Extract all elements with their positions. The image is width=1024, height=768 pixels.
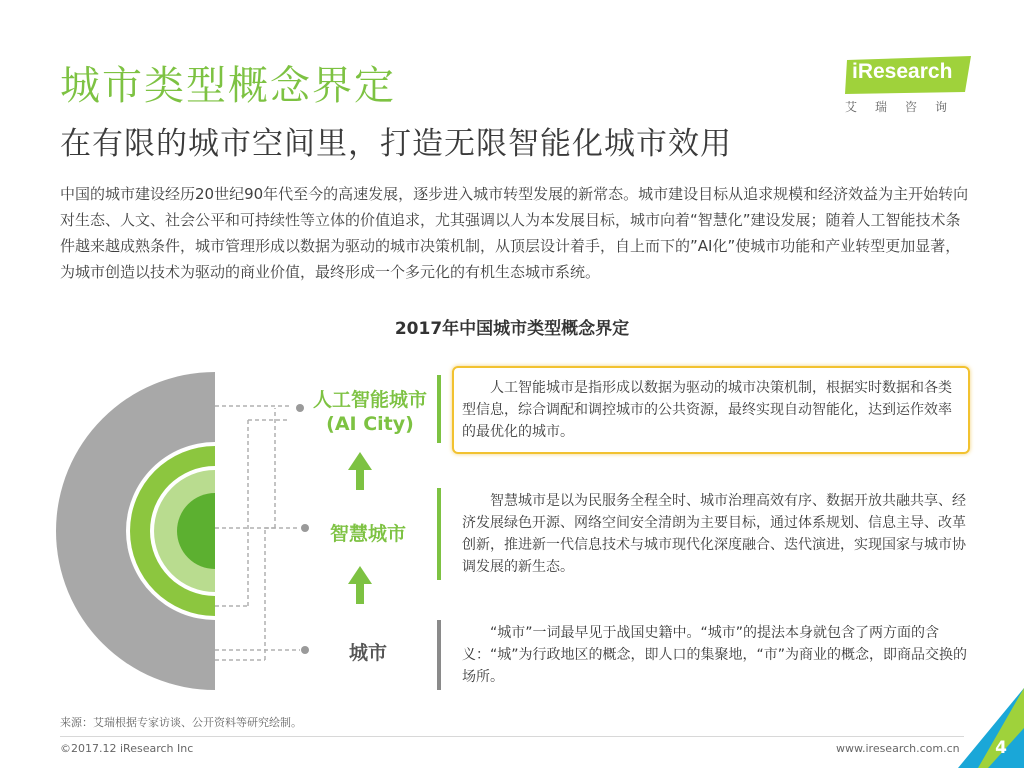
source-note: 来源：艾瑞根据专家访谈、公开资料等研究绘制。 (60, 716, 302, 729)
connector-dot-city (301, 646, 309, 654)
description-smart-city: 智慧城市是以为民服务全程全时、城市治理高效有序、数据开放共融共享、经济发展绿色开源、网络空间安全清朗为主要目标，通过体系规划、信息主导、改革创新，推进新一代信息技术与城市现代化深度融合、迭代演进，实现国家与城市协调发展的新生态。 (462, 493, 966, 575)
logo-text: iResearch (852, 60, 953, 83)
level-label-city: 城市 (348, 642, 387, 664)
logo-cn-text: 艾瑞咨询 (845, 100, 966, 114)
page-title: 城市类型概念界定 (60, 63, 396, 109)
arrow-up-icon (348, 452, 372, 490)
page-subtitle: 在有限的城市空间里，打造无限智能化城市效用 (60, 126, 732, 162)
copyright: ©2017.12 iResearch Inc (60, 742, 194, 755)
description-city: “城市”一词最早见于战国史籍中。“城市”的提法本身就包含了两方面的含义：“城”为行政地区的概念，即人口的集聚地，“市”为商业的概念，即商品交换的场所。 (462, 625, 968, 685)
level-name: 人工智能城市 (312, 389, 427, 411)
page-number: 4 (995, 738, 1007, 758)
divider-bar (437, 375, 441, 443)
website-link[interactable]: www.iresearch.com.cn (836, 742, 960, 755)
diagram-title: 2017年中国城市类型概念界定 (394, 319, 630, 339)
level-name-en: (AI City) (326, 413, 414, 435)
description-ai-city: 人工智能城市是指形成以数据为驱动的城市决策机制，根据实时数据和各类型信息，综合调配和调控城市的公共资源，最终实现自动智能化，达到运作效率的最优化的城市。 (462, 380, 952, 440)
footer-divider (60, 736, 964, 737)
level-label-ai-city (300, 388, 440, 436)
connector-dot-smart-city (301, 524, 309, 532)
intro-text: 中国的城市建设经历20世纪90年代至今的高速发展，逐步进入城市转型发展的新常态。城市建设目标从追求规模和经济效益为主开始转向对生态、人文、社会公平和可持续性等立体的价值追求，尤其强调以人为本发展目标，城市向着“智慧化”建设发展；随着人工智能技术条件越来越成熟条件，城市管理形成以数据为驱动的城市决策机制，从顶层设计着手，自上而下的”AI化”使城市功能和产业转型更加显著，为城市创造以技术为驱动的商业价值，最终形成一个多元化的有机生态城市系统。 (60, 185, 969, 281)
level-label-smart-city: 智慧城市 (329, 523, 406, 545)
divider-bar (437, 620, 441, 690)
arrow-up-icon (348, 566, 372, 604)
intro-paragraph (60, 181, 970, 285)
divider-bar (437, 488, 441, 580)
